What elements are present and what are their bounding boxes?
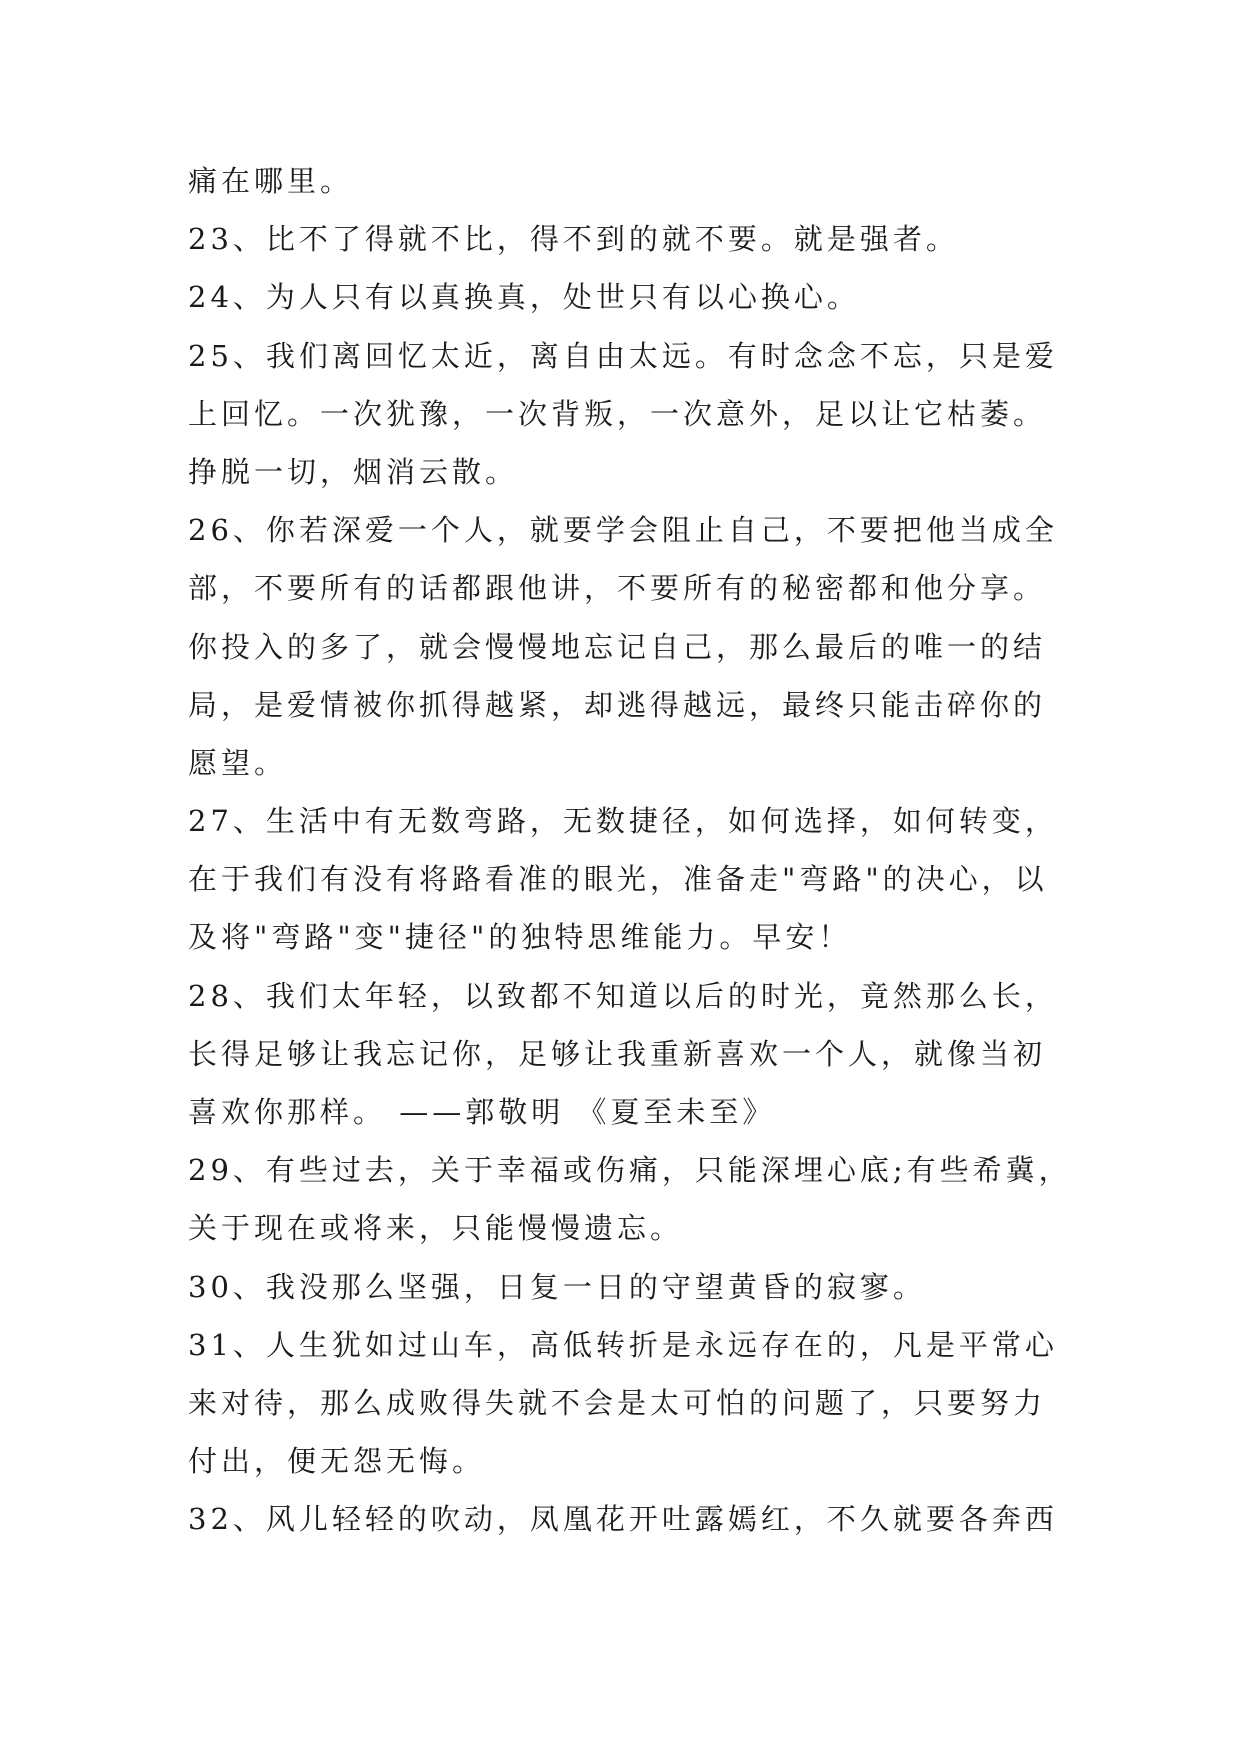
text-line: 27、生活中有无数弯路，无数捷径，如何选择，如何转变， <box>188 804 1058 839</box>
text-line: 喜欢你那样。 ——郭敬明 《夏至未至》 <box>188 1095 776 1129</box>
text-line: 你投入的多了，就会慢慢地忘记自己，那么最后的唯一的结 <box>188 629 1047 664</box>
text-line: 付出，便无怨无悔。 <box>188 1444 486 1479</box>
text-line: 32、风儿轻轻的吹动，凤凰花开吐露嫣红，不久就要各奔西 <box>188 1502 1058 1537</box>
text-line: 部，不要所有的话都跟他讲，不要所有的秘密都和他分享。 <box>188 571 1047 606</box>
text-line: 局，是爱情被你抓得越紧，却逃得越远，最终只能击碎你的 <box>188 687 1047 722</box>
text-line: 31、人生犹如过山车，高低转折是永远存在的，凡是平常心 <box>188 1327 1058 1362</box>
text-line: 关于现在或将来，只能慢慢遗忘。 <box>188 1211 684 1246</box>
text-line: 23、比不了得就不比，得不到的就不要。就是强者。 <box>188 222 959 257</box>
document-body <box>188 152 1088 1549</box>
text-line: 26、你若深爱一个人，就要学会阻止自己，不要把他当成全 <box>188 513 1058 548</box>
text-line: 24、为人只有以真换真，处世只有以心换心。 <box>188 280 860 315</box>
text-line: 长得足够让我忘记你，足够让我重新喜欢一个人，就像当初 <box>188 1036 1047 1071</box>
text-line: 痛在哪里。 <box>188 164 354 198</box>
text-line: 及将"弯路"变"捷径"的独特思维能力。早安！ <box>188 920 852 955</box>
text-line: 30、我没那么坚强，日复一日的守望黄昏的寂寥。 <box>188 1269 926 1304</box>
text-line: 25、我们离回忆太近，离自由太远。有时念念不忘，只是爱 <box>188 338 1058 373</box>
text-line: 愿望。 <box>188 745 288 780</box>
text-line: 来对待，那么成败得失就不会是太可怕的问题了，只要努力 <box>188 1385 1047 1420</box>
text-line: 28、我们太年轻，以致都不知道以后的时光，竟然那么长， <box>188 978 1058 1013</box>
text-line: 挣脱一切，烟消云散。 <box>188 454 519 489</box>
text-line: 29、有些过去，关于幸福或伤痛，只能深埋心底;有些希冀， <box>188 1153 1072 1188</box>
text-line: 在于我们有没有将路看准的眼光，准备走"弯路"的决心，以 <box>188 862 1048 897</box>
text-line: 上回忆。一次犹豫，一次背叛，一次意外，足以让它枯萎。 <box>188 396 1047 431</box>
